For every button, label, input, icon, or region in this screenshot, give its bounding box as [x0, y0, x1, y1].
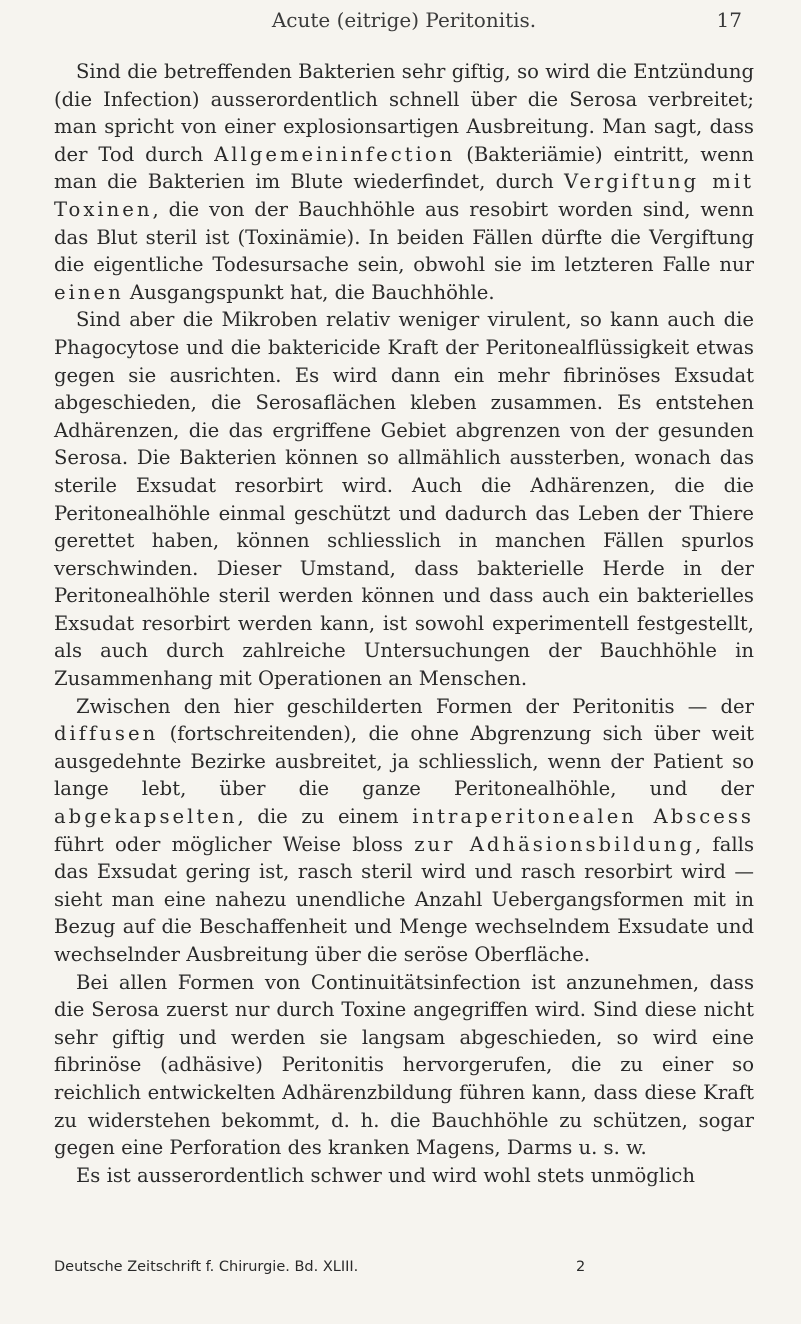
text-run: Sind die betreffenden Bakterien sehr giftig, so wird die Entzündung (die Infection) ausserordentlich schnell über die Serosa verbreitet; man spricht von einer explosionsartigen Ausbreitung. Man sagt, dass der Tod durch: [54, 60, 754, 166]
text-run: , die zu einem: [237, 805, 413, 829]
text-run: Zwischen den hier geschilderten Formen der Peritonitis — der: [76, 694, 754, 718]
spaced-emphasis: abgekapselten: [54, 805, 238, 829]
paragraph-3: [54, 693, 754, 969]
paragraph-1: [54, 58, 754, 306]
body-text: [54, 58, 754, 1189]
text-run: (fortschreitenden), die ohne Abgrenzung sich über weit ausgedehnte Bezirke ausbreitet, ja schliesslich, wenn der Patient so lange lebt, über die ganze Peritonealhöhle, und der: [54, 722, 754, 801]
running-title: Acute (eitrige) Peritonitis.: [271, 8, 537, 32]
paragraph-2: Sind aber die Mikroben relativ weniger virulent, so kann auch die Phagocytose und die baktericide Kraft der Peritonealflüssigkeit etwas gegen sie ausrichten. Es wird dann ein mehr fibrinöses Exsudat abgeschieden, die Serosaflächen kleben zusammen. Es entstehen Adhärenzen, die das ergriffene Gebiet abgrenzen von der gesunden Serosa. Die Bakterien können so allmählich aussterben, wonach das sterile Exsudat resorbirt wird. Auch die Adhärenzen, die die Peritonealhöhle einmal geschützt und dadurch das Leben der Thiere gerettet haben, können schliesslich in manchen Fällen spurlos verschwinden. Dieser Umstand, dass bakterielle Herde in der Peritonealhöhle steril werden können und dass auch ein bakterielles Exsudat resorbirt werden kann, ist sowohl experimentell festgestellt, als auch durch zahlreiche Untersuchungen der Bauchhöhle in Zusammenhang mit Operationen an Menschen.: [54, 308, 754, 691]
text-run: , falls das Exsudat gering ist, rasch steril wird und rasch resorbirt wird — sieht man eine nahezu unendliche Anzahl Uebergangsformen mit in Bezug auf die Beschaffenheit und Menge wechselndem Exsudate und wechselnder Ausbreitung über die seröse Oberfläche.: [54, 832, 754, 966]
paragraph-5: Es ist ausserordentlich schwer und wird wohl stets unmöglich: [76, 1163, 695, 1187]
spaced-emphasis: intraperitonealen Abscess: [412, 805, 754, 829]
page-number: 17: [716, 8, 742, 32]
text-run: Ausgangspunkt hat, die Bauchhöhle.: [123, 280, 495, 304]
book-page: [54, 0, 754, 1324]
spaced-emphasis: diffusen: [54, 722, 159, 746]
text-run: führt oder möglicher Weise bloss: [54, 832, 415, 856]
page-footer: [54, 1259, 754, 1281]
spaced-emphasis: Allgemeininfection: [214, 142, 456, 166]
running-header: [54, 8, 754, 38]
spaced-emphasis: zur Adhäsionsbildung: [414, 832, 695, 856]
signature-mark: 2: [576, 1259, 586, 1275]
text-run: , die von der Bauchhöhle aus resobirt worden sind, wenn das Blut steril ist (Toxinämie). In beiden Fällen dürfte die Vergiftung die eigentliche Todesursache sein, obwohl sie im letzteren Falle nur: [54, 197, 754, 277]
journal-line: Deutsche Zeitschrift f. Chirurgie. Bd. XLIII.: [54, 1259, 359, 1275]
spaced-emphasis: einen: [54, 280, 124, 304]
spaced-emphasis: Vergiftung mit Toxinen: [54, 170, 754, 221]
text-run: (Bakteriämie) eintritt, wenn man die Bakterien im Blute wiederfindet, durch: [54, 142, 754, 194]
paragraph-4: Bei allen Formen von Continuitätsinfection ist anzunehmen, dass die Serosa zuerst nur durch Toxine angegriffen wird. Sind diese nicht sehr giftig und werden sie langsam abgeschieden, so wird eine fibrinöse (adhäsive) Peritonitis hervorgerufen, die zu einer so reichlich entwickelten Adhärenzbildung führen kann, dass diese Kraft zu widerstehen bekommt, d. h. die Bauchhöhle zu schützen, sogar gegen eine Perforation des kranken Magens, Darms u. s. w.: [54, 970, 754, 1160]
